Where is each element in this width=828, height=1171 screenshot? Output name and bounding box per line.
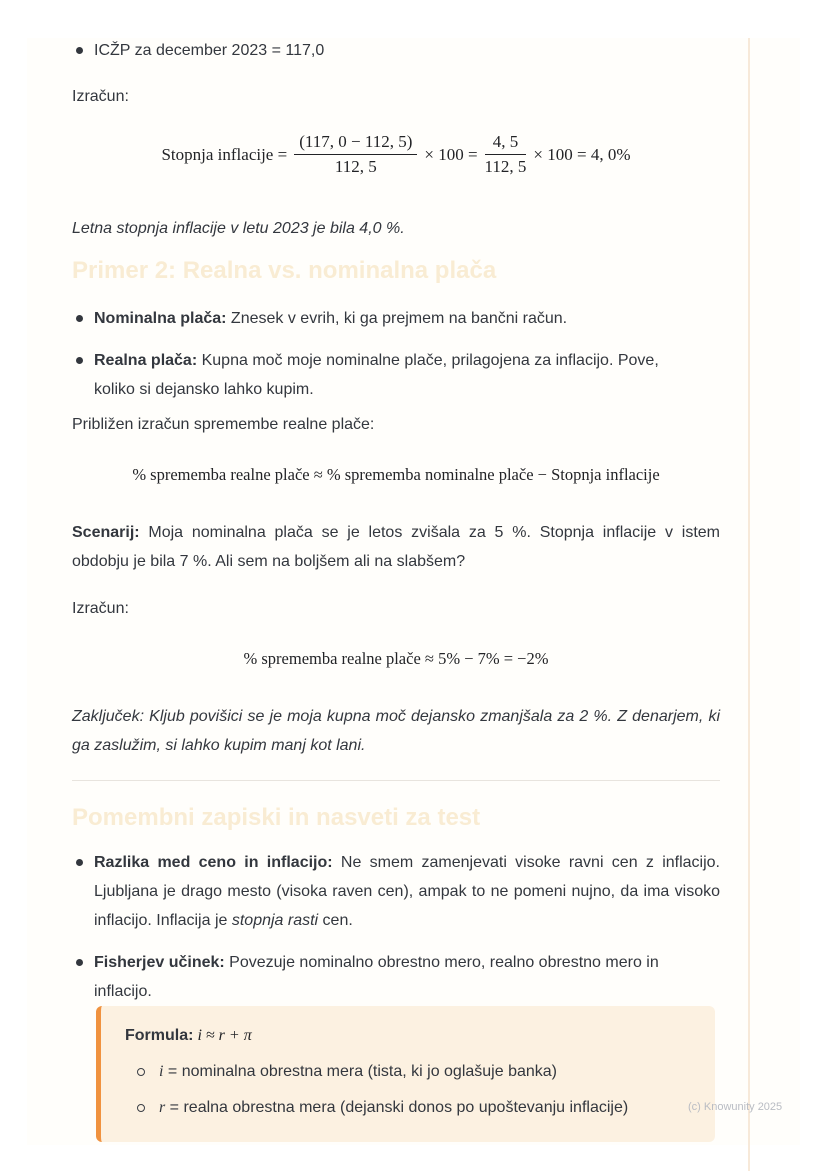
- fraction-numerator: (117, 0 − 112, 5): [294, 131, 417, 154]
- formula-result: × 100 = 4, 0%: [533, 144, 631, 164]
- izracun-label-1: Izračun:: [72, 88, 129, 105]
- bullet-icon: [76, 47, 83, 54]
- callout-list: [125, 1058, 691, 1122]
- approx-paragraph: Približen izračun spremembe realne plače:: [72, 416, 375, 433]
- primer2-bullet-list: [72, 304, 720, 417]
- list-item: [125, 1058, 659, 1086]
- list-item: [72, 948, 674, 1006]
- scenario-lead: Scenarij:: [72, 524, 140, 541]
- callout-title: [125, 1022, 691, 1050]
- izracun-label-2: Izračun:: [72, 600, 129, 617]
- bullet-text: Kupna moč moje nominalne plače, prilagojena za inflacijo. Pove, koliko si dejansko lahko kupim.: [94, 352, 659, 398]
- copyright-watermark: (c) Knowunity 2025: [688, 1101, 783, 1113]
- formula-lhs: Stopnja inflacije =: [161, 144, 288, 164]
- bullet-text: Povezuje nominalno obrestno mero, realno obrestno mero in inflacijo.: [94, 954, 659, 1000]
- list-item: [72, 346, 694, 404]
- bullet-lead: Fisherjev učinek:: [94, 954, 225, 971]
- section-divider: [72, 780, 720, 781]
- item-text: = nominalna obrestna mera (tista, ki jo oglašuje banka): [163, 1063, 557, 1080]
- page-right-rule: [748, 38, 750, 1171]
- bullet-text-italic: stopnja rasti: [231, 912, 319, 929]
- fraction-denominator: 112, 5: [484, 156, 527, 176]
- section-heading-primer2: Primer 2: Realna vs. nominalna plača: [72, 257, 497, 284]
- real-wage-formula: % sprememba realne plače ≈ % sprememba nominalne plače − Stopnja inflacije: [132, 465, 660, 484]
- inflation-conclusion: Letna stopnja inflacije v letu 2023 je bila 4,0 %.: [72, 220, 405, 237]
- notes-bullet-list: [72, 848, 720, 1019]
- fraction-numerator: 4, 5: [485, 131, 527, 154]
- formula-mid: × 100 =: [424, 144, 478, 164]
- bullet-icon: [76, 859, 83, 866]
- bullet-lead: Nominalna plača:: [94, 310, 227, 327]
- fraction-denominator: 112, 5: [334, 156, 377, 176]
- list-item: [72, 36, 720, 65]
- math-variable: r: [159, 1099, 166, 1116]
- circle-bullet-icon: [137, 1104, 145, 1112]
- item-text: = realna obrestna mera (dejanski donos po upoštevanju inflacije): [165, 1099, 629, 1116]
- real-wage-result-formula: % sprememba realne plače ≈ 5% − 7% = −2%: [243, 649, 549, 668]
- section-heading-notes: Pomembni zapiski in nasveti za test: [72, 804, 481, 831]
- scenario-paragraph: [72, 518, 720, 576]
- fraction: [485, 131, 527, 177]
- bullet-icon: [76, 357, 83, 364]
- bullet-lead: Realna plača:: [94, 352, 198, 369]
- math-variable: i: [159, 1063, 164, 1080]
- bullet-icon: [76, 959, 83, 966]
- formula-callout-box: [96, 1006, 715, 1142]
- intro-bullet-list: [72, 36, 720, 78]
- inflation-rate-formula: [72, 118, 720, 190]
- bullet-text: cen.: [318, 912, 353, 929]
- circle-bullet-icon: [137, 1068, 145, 1076]
- bullet-text: Znesek v evrih, ki ga prejmem na bančni račun.: [226, 310, 568, 327]
- list-item: [72, 304, 704, 333]
- list-item: [125, 1094, 659, 1122]
- intro-bullet-text: ICŽP za december 2023 = 117,0: [94, 42, 325, 59]
- callout-label: Formula:: [125, 1027, 194, 1044]
- bullet-lead: Razlika med ceno in inflacijo:: [94, 854, 333, 871]
- callout-math: i ≈ r + π: [193, 1027, 252, 1044]
- bullet-text: Ne smem zamenjevati visoke ravni cen z inflacijo. Ljubljana je drago mesto (visoka raven cen), ampak to ne pomeni nujno, da ima visoko inflacijo. Inflacija je: [94, 854, 721, 929]
- fraction: [294, 131, 417, 177]
- zakljucek-paragraph: Zaključek: Kljub povišici se je moja kupna moč dejansko zmanjšala za 2 %. Z denarjem, ki ga zaslužim, si lahko kupim manj kot lani.: [72, 708, 720, 754]
- bullet-icon: [76, 315, 83, 322]
- list-item: [72, 848, 720, 935]
- scenario-text: Moja nominalna plača se je letos zvišala za 5 %. Stopnja inflacije v istem obdobju je bila 7 %. Ali sem na boljšem ali na slabšem?: [72, 524, 720, 570]
